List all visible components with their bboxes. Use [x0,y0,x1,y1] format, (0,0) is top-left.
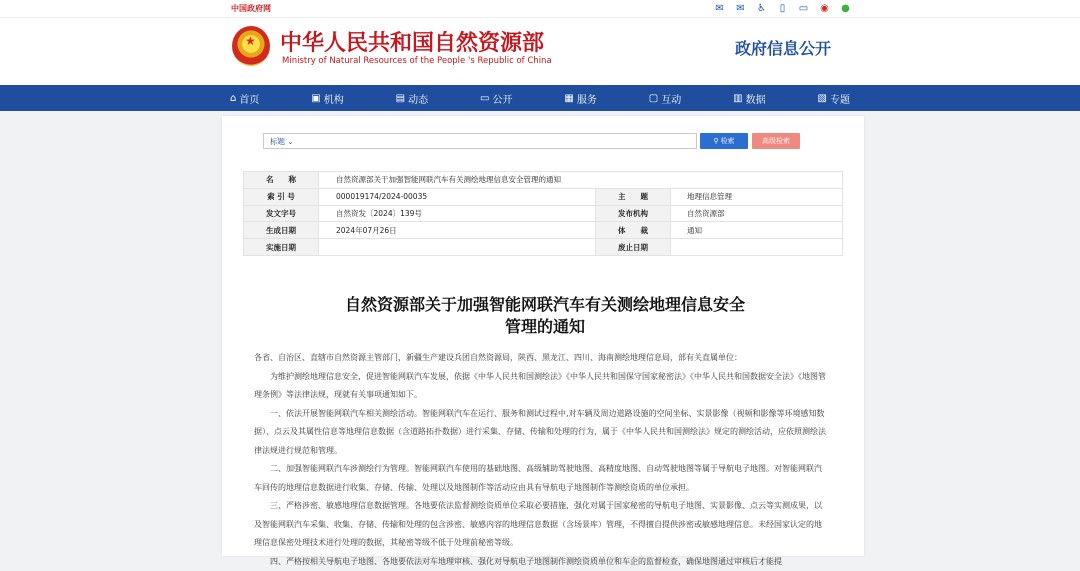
article-paragraph: 一、依法开展智能网联汽车相关测绘活动。智能网联汽车在运行、服务和测试过程中,对车辆及周边道路设施的空间坐标、实景影像（视频和影像等环境感知数据）、点云及其属性信息等地理信息数据（含道路拓扑数据）进行采集、存储、传输和处理的行为，属于《中华人民共和国测绘法》规定的测绘活动，应依照测绘法律法规进行规范和管理。 [254,405,828,461]
info-value: 2024年07月26日 [319,222,596,239]
article-paragraph: 二、加强智能网联汽车涉测绘行为管理。智能网联汽车使用的基础地图、高级辅助驾驶地图、高精度地图、自动驾驶地图等属于导航电子地图。对智能网联汽车回传的地理信息数据进行收集、存储、传输、处理以及地图制作等活动应由具有导航电子地图制作等测绘资质的单位承担。 [254,460,828,497]
top-icon-group [713,2,852,15]
site-subtitle: Ministry of Natural Resources of the People 's Republic of China [282,56,552,66]
search-icon: ⚲ [713,137,718,145]
info-key: 发文字号 [244,205,319,222]
article-title-line: 管理的通知 [280,316,810,338]
article-salutation: 各省、自治区、直辖市自然资源主管部门，新疆生产建设兵团自然资源局，陕西、黑龙江、四川、海南测绘地理信息局，部有关直属单位： [254,349,828,368]
nav-item-organization[interactable] [311,91,343,106]
info-key: 生成日期 [244,222,319,239]
article-paragraph: 四、严格按相关导航电子地图、各地要依法对车地理审核、强化对导航电子地图制作测绘资质单位和车企的监督检查，确保地图通过审核后才能提 [254,553,828,571]
info-value: 自然资源部 [671,205,843,222]
nav-label: 首页 [239,91,259,106]
nav-item-data[interactable] [733,91,765,106]
info-key: 名 称 [244,172,319,189]
nav-label: 互动 [661,91,681,106]
nav-item-home[interactable] [230,91,259,106]
site-header [0,18,1080,85]
mail-alt-icon[interactable]: ✉ [734,2,747,15]
search-button[interactable] [700,133,748,149]
weibo-icon[interactable]: ◉ [818,2,831,15]
chart-icon: ▥ [733,93,742,104]
top-bar [0,0,1080,18]
info-value [319,239,596,256]
nav-item-interaction[interactable] [649,91,681,106]
wechat-icon[interactable]: ● [839,2,852,15]
advanced-search-button[interactable]: 高级检索 [752,133,800,149]
main-nav [0,85,1080,111]
info-key: 废止日期 [596,239,671,256]
search-input[interactable] [263,133,697,149]
home-icon: ⌂ [230,93,236,104]
info-value-name: 自然资源部关于加强智能网联汽车有关测绘地理信息安全管理的通知 [319,172,843,189]
nav-item-public[interactable] [480,91,512,106]
accessibility-icon[interactable]: ♿ [755,2,768,15]
info-value: 地理信息管理 [671,188,843,205]
news-icon: ▤ [396,93,405,104]
article-body [254,349,828,571]
nav-label: 数据 [746,91,766,106]
phone-icon[interactable]: ▭ [797,2,810,15]
info-value: 通知 [671,222,843,239]
article-title [280,294,810,338]
national-emblem-logo[interactable] [232,26,270,66]
nav-label: 公开 [492,91,512,106]
search-button-label: 检索 [721,136,735,146]
info-key: 主 题 [596,188,671,205]
nav-label: 动态 [408,91,428,106]
info-key: 发布机构 [596,205,671,222]
org-icon: ▣ [311,93,320,104]
public-icon: ▭ [480,93,489,104]
chevron-down-icon: ⌄ [287,137,293,146]
mobile-icon[interactable]: ▯ [776,2,789,15]
search-select-label: 标题 [270,137,285,146]
topic-icon: ▧ [818,93,827,104]
nav-item-news[interactable] [396,91,428,106]
service-icon: ▦ [564,93,573,104]
info-value: 自然资发〔2024〕139号 [319,205,596,222]
nav-label: 机构 [324,91,344,106]
chat-icon: ▢ [649,93,658,104]
nav-label: 服务 [577,91,597,106]
site-title[interactable]: 中华人民共和国自然资源部 [280,26,544,57]
mail-icon[interactable]: ✉ [713,2,726,15]
nav-item-service[interactable] [564,91,596,106]
article-paragraph: 为维护测绘地理信息安全，促进智能网联汽车发展，依据《中华人民共和国测绘法》《中华人民共和国保守国家秘密法》《中华人民共和国数据安全法》《地图管理条例》等法律法规，现就有关事项通知如下。 [254,368,828,405]
gov-portal-link[interactable]: 中国政府网 [231,3,271,14]
info-key: 索 引 号 [244,188,319,205]
info-value: 000019174/2024-00035 [319,188,596,205]
info-key: 体 裁 [596,222,671,239]
info-key: 实施日期 [244,239,319,256]
article-paragraph: 三、严格涉密、敏感地理信息数据管理。各地要依法监督测绘资质单位采取必要措施，强化对属于国家秘密的导航电子地图、实景影像、点云等实测成果，以及智能网联汽车采集、收集、存储、传输和处理的包含涉密、敏感内容的地理信息数据（含场景库）管理，不得擅自提供涉密或敏感地理信息。未经国家认定的地理信息保密处理技术进行处理的数据，其秘密等级不低于处理前秘密等级。 [254,497,828,553]
info-value [671,239,843,256]
document-info-table [243,171,843,256]
section-title[interactable]: 政府信息公开 [735,36,831,59]
search-field-select[interactable] [270,136,294,147]
nav-item-topics[interactable] [818,91,850,106]
nav-label: 专题 [830,91,850,106]
article-title-line: 自然资源部关于加强智能网联汽车有关测绘地理信息安全 [280,294,810,316]
